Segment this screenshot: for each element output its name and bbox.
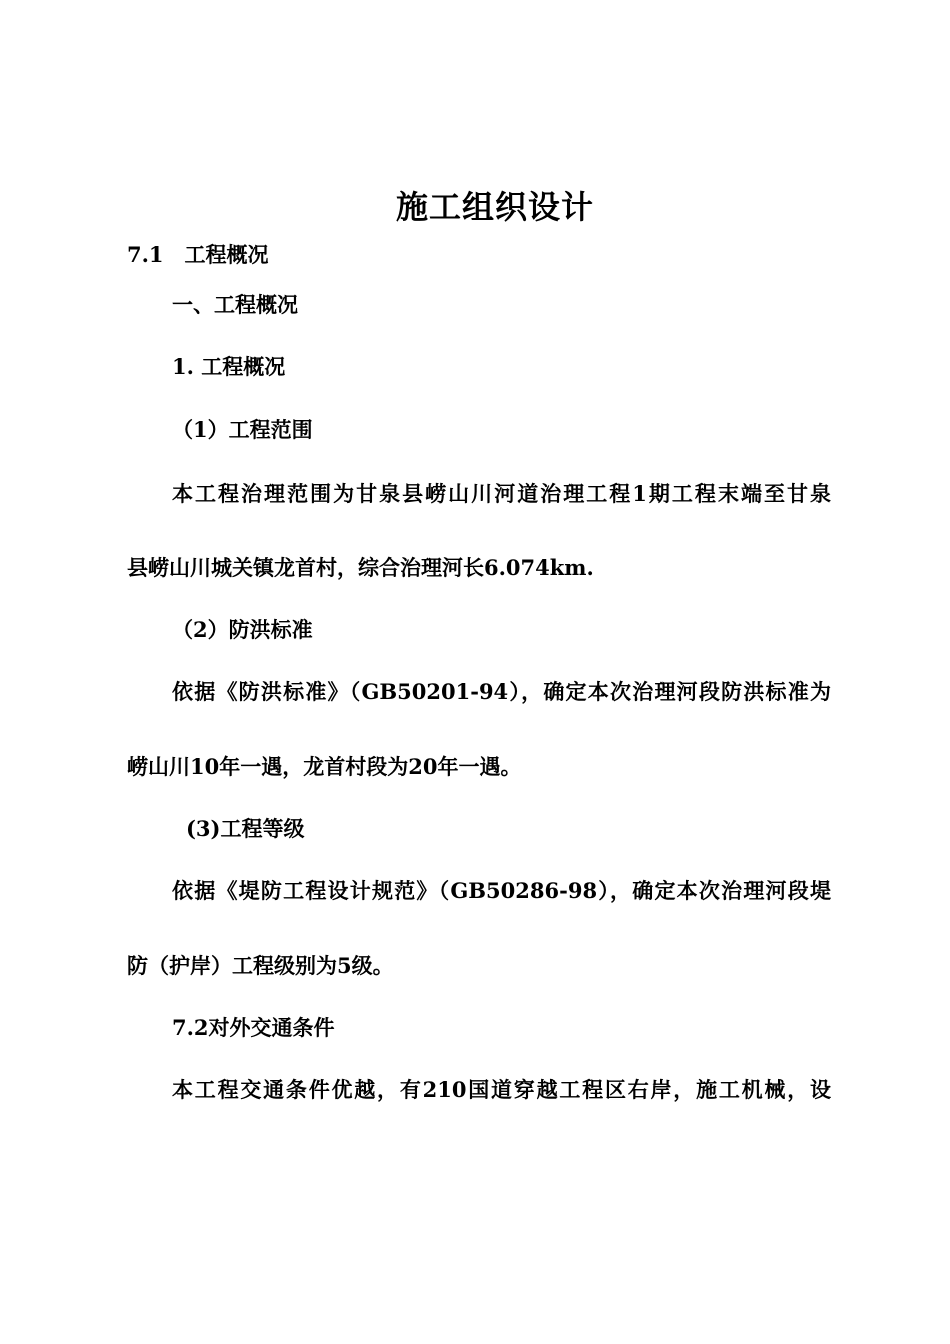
paragraph-traffic-line-1: 本工程交通条件优越，有210国道穿越工程区右岸，施工机械，设 <box>172 1077 831 1102</box>
paragraph-scope-line-1: 本工程治理范围为甘泉县崂山川河道治理工程1期工程末端至甘泉 <box>172 481 831 506</box>
item-heading-scope: （1）工程范围 <box>172 417 313 442</box>
paragraph-scope-line-2: 县崂山川城关镇龙首村，综合治理河长6.074km. <box>127 555 594 580</box>
paragraph-grade-line-1: 依据《堤防工程设计规范》（GB50286-98），确定本次治理河段堤 <box>172 878 831 903</box>
paragraph-flood-line-1: 依据《防洪标准》（GB50201-94），确定本次治理河段防洪标准为 <box>172 679 831 704</box>
document-title: 施工组织设计 <box>395 188 594 226</box>
item-heading-grade: (3)工程等级 <box>186 816 305 841</box>
subsection-heading-1: 一、工程概况 <box>172 292 298 317</box>
paragraph-grade-line-2: 防（护岸）工程级别为5级。 <box>127 953 394 978</box>
subsection-heading-1-1: 1. 工程概况 <box>172 354 286 379</box>
section-heading-7-1: 7.1 工程概况 <box>127 242 269 267</box>
section-heading-7-2: 7.2对外交通条件 <box>172 1015 335 1040</box>
item-heading-flood: （2）防洪标准 <box>172 617 313 642</box>
paragraph-flood-line-2: 崂山川10年一遇，龙首村段为20年一遇。 <box>127 754 522 779</box>
